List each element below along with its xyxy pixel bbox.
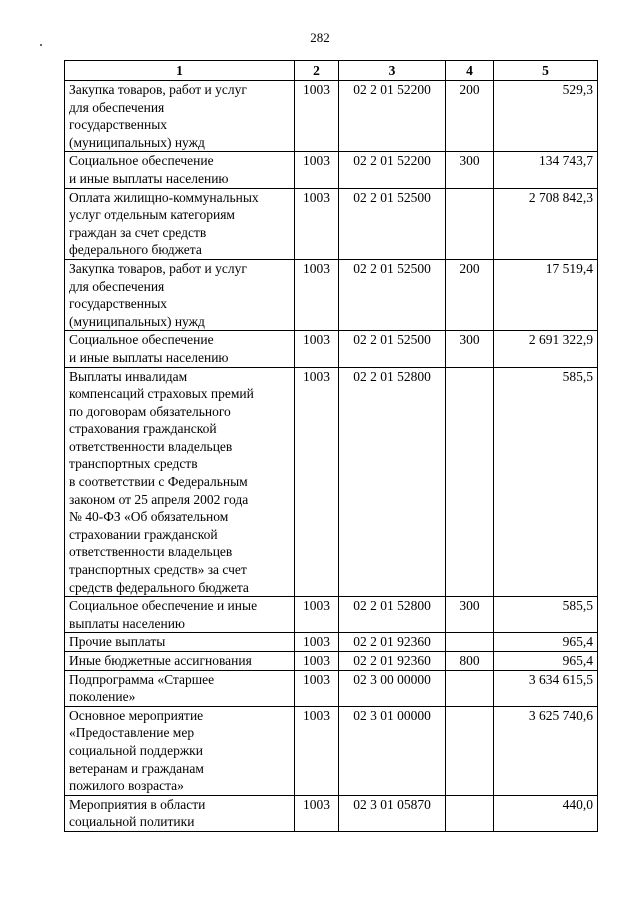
row-name: Иные бюджетные ассигнования <box>65 652 295 671</box>
row-section: 1003 <box>295 188 339 259</box>
row-target-article: 02 2 01 52500 <box>339 331 446 367</box>
row-section: 1003 <box>295 795 339 831</box>
row-amount: 965,4 <box>494 633 598 652</box>
row-name: Закупка товаров, работ и услуг для обеспечения государственных (муниципальных) нужд <box>65 259 295 330</box>
row-expense-type <box>446 367 494 597</box>
header-col-3: 3 <box>339 61 446 81</box>
row-expense-type: 200 <box>446 259 494 330</box>
table-row <box>65 652 598 671</box>
row-section: 1003 <box>295 633 339 652</box>
row-name: Оплата жилищно-коммунальных услуг отдельным категориям граждан за счет средств федерального бюджета <box>65 188 295 259</box>
table-row <box>65 188 598 259</box>
row-section: 1003 <box>295 706 339 795</box>
row-name: Подпрограмма «Старшее поколение» <box>65 670 295 706</box>
row-section: 1003 <box>295 670 339 706</box>
row-name: Основное мероприятие «Предоставление мер социальной поддержки ветеранам и гражданам пожилого возраста» <box>65 706 295 795</box>
row-name: Закупка товаров, работ и услуг для обеспечения государственных (муниципальных) нужд <box>65 81 295 152</box>
row-target-article: 02 3 01 05870 <box>339 795 446 831</box>
row-amount: 585,5 <box>494 367 598 597</box>
table-row <box>65 81 598 152</box>
row-name: Социальное обеспечение и иные выплаты населению <box>65 597 295 633</box>
row-target-article: 02 2 01 52800 <box>339 597 446 633</box>
row-target-article: 02 2 01 52200 <box>339 152 446 188</box>
table-row <box>65 633 598 652</box>
row-target-article: 02 2 01 92360 <box>339 652 446 671</box>
row-expense-type <box>446 188 494 259</box>
row-expense-type: 300 <box>446 152 494 188</box>
row-amount: 3 634 615,5 <box>494 670 598 706</box>
row-target-article: 02 3 01 00000 <box>339 706 446 795</box>
budget-table <box>64 60 598 832</box>
row-expense-type <box>446 706 494 795</box>
row-name: Прочие выплаты <box>65 633 295 652</box>
table-row <box>65 706 598 795</box>
table-row <box>65 795 598 831</box>
row-expense-type <box>446 795 494 831</box>
table-row <box>65 367 598 597</box>
table-row <box>65 152 598 188</box>
row-target-article: 02 2 01 92360 <box>339 633 446 652</box>
row-amount: 585,5 <box>494 597 598 633</box>
table-header <box>65 61 598 81</box>
row-expense-type <box>446 670 494 706</box>
header-col-4: 4 <box>446 61 494 81</box>
row-expense-type <box>446 633 494 652</box>
header-col-1: 1 <box>65 61 295 81</box>
row-target-article: 02 2 01 52500 <box>339 259 446 330</box>
row-section: 1003 <box>295 652 339 671</box>
row-amount: 440,0 <box>494 795 598 831</box>
table-row <box>65 331 598 367</box>
row-section: 1003 <box>295 331 339 367</box>
row-section: 1003 <box>295 152 339 188</box>
row-amount: 2 708 842,3 <box>494 188 598 259</box>
header-col-5: 5 <box>494 61 598 81</box>
row-target-article: 02 3 00 00000 <box>339 670 446 706</box>
row-expense-type: 300 <box>446 597 494 633</box>
row-name: Выплаты инвалидам компенсаций страховых премий по договорам обязательного страхования гражданской ответственности владельцев транспортных средств в соответствии с Федеральным законом от 25 апреля 2002 года № 40-ФЗ «Об обязательном страховании гражданской ответственности владельцев транспортных средств» за счет средств федерального бюджета <box>65 367 295 597</box>
row-section: 1003 <box>295 81 339 152</box>
row-name: Мероприятия в области социальной политики <box>65 795 295 831</box>
row-section: 1003 <box>295 597 339 633</box>
row-amount: 2 691 322,9 <box>494 331 598 367</box>
row-target-article: 02 2 01 52500 <box>339 188 446 259</box>
table-row <box>65 259 598 330</box>
header-row <box>65 61 598 81</box>
row-name: Социальное обеспечение и иные выплаты населению <box>65 152 295 188</box>
row-expense-type: 200 <box>446 81 494 152</box>
page-number: 282 <box>310 30 330 45</box>
row-target-article: 02 2 01 52200 <box>339 81 446 152</box>
row-amount: 134 743,7 <box>494 152 598 188</box>
scan-speck <box>40 44 42 46</box>
row-expense-type: 300 <box>446 331 494 367</box>
row-amount: 17 519,4 <box>494 259 598 330</box>
table-body <box>65 81 598 832</box>
row-amount: 965,4 <box>494 652 598 671</box>
row-section: 1003 <box>295 259 339 330</box>
row-name: Социальное обеспечение и иные выплаты населению <box>65 331 295 367</box>
table-row <box>65 670 598 706</box>
row-target-article: 02 2 01 52800 <box>339 367 446 597</box>
table-row <box>65 597 598 633</box>
row-section: 1003 <box>295 367 339 597</box>
header-col-2: 2 <box>295 61 339 81</box>
row-expense-type: 800 <box>446 652 494 671</box>
row-amount: 529,3 <box>494 81 598 152</box>
row-amount: 3 625 740,6 <box>494 706 598 795</box>
